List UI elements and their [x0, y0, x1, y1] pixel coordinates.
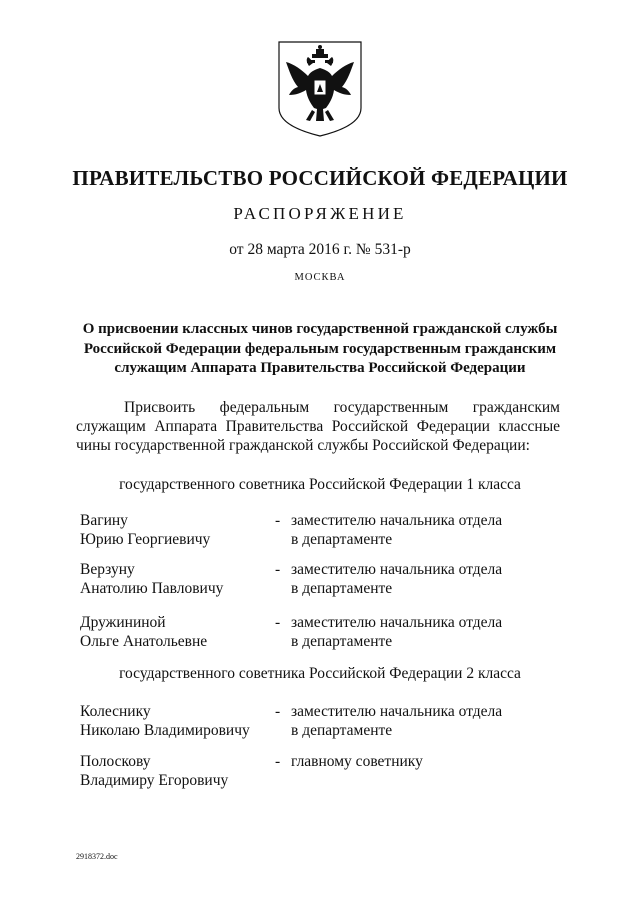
position-line: заместителю начальника отдела	[291, 614, 503, 631]
person-position	[291, 752, 571, 771]
position-line: в департаменте	[291, 531, 393, 548]
dash-separator: -	[275, 512, 281, 529]
document-city: МОСКВА	[294, 272, 346, 283]
person-surname: Дружининой	[80, 614, 166, 631]
person-given-names: Владимиру Егоровичу	[80, 772, 229, 789]
person-position	[291, 613, 571, 651]
person-name	[80, 752, 265, 790]
person-position	[291, 702, 571, 740]
dash-separator: -	[275, 614, 281, 631]
person-given-names: Ольге Анатольевне	[80, 633, 208, 650]
person-position	[291, 560, 571, 598]
position-line: главному советнику	[291, 753, 423, 770]
document-type: РАСПОРЯЖЕНИЕ	[233, 204, 407, 223]
person-name	[80, 511, 265, 549]
person-surname: Полоскову	[80, 753, 151, 770]
person-given-names: Николаю Владимировичу	[80, 722, 250, 739]
person-surname: Колеснику	[80, 703, 151, 720]
document-date-number: от 28 марта 2016 г. № 531-р	[229, 241, 411, 258]
dash-separator: -	[275, 561, 281, 578]
dash-separator: -	[275, 753, 281, 770]
position-line: в департаменте	[291, 722, 393, 739]
person-given-names: Юрию Георгиевичу	[80, 531, 211, 548]
dash-separator: -	[275, 703, 281, 720]
heading-line: Российской Федерации федеральным государственным гражданским	[83, 340, 557, 357]
rank-heading: государственного советника Российской Федерации 1 класса	[119, 476, 521, 493]
position-line: в департаменте	[291, 580, 393, 597]
document-file-code: 2918372.doc	[76, 852, 118, 861]
person-surname: Вагину	[80, 512, 128, 529]
document-heading	[60, 320, 580, 379]
position-line: заместителю начальника отдела	[291, 561, 503, 578]
person-name	[80, 613, 265, 651]
person-position	[291, 511, 571, 549]
intro-paragraph: Присвоить федеральным государственным гражданским служащим Аппарата Правительства Российской Федерации классные чины государственной гражданской службы Российской Федерации:	[76, 399, 560, 454]
position-line: заместителю начальника отдела	[291, 512, 503, 529]
person-name	[80, 702, 265, 740]
person-given-names: Анатолию Павловичу	[80, 580, 224, 597]
person-surname: Верзуну	[80, 561, 135, 578]
person-name	[80, 560, 265, 598]
rank-heading: государственного советника Российской Федерации 2 класса	[119, 665, 521, 682]
double-headed-eagle-icon	[276, 40, 364, 138]
heading-line: О присвоении классных чинов государственной гражданской службы	[82, 321, 558, 337]
position-line: заместителю начальника отдела	[291, 703, 503, 720]
position-line: в департаменте	[291, 633, 393, 650]
heading-line: служащим Аппарата Правительства Российской Федерации	[114, 360, 526, 376]
government-title: ПРАВИТЕЛЬСТВО РОССИЙСКОЙ ФЕДЕРАЦИИ	[72, 166, 568, 190]
